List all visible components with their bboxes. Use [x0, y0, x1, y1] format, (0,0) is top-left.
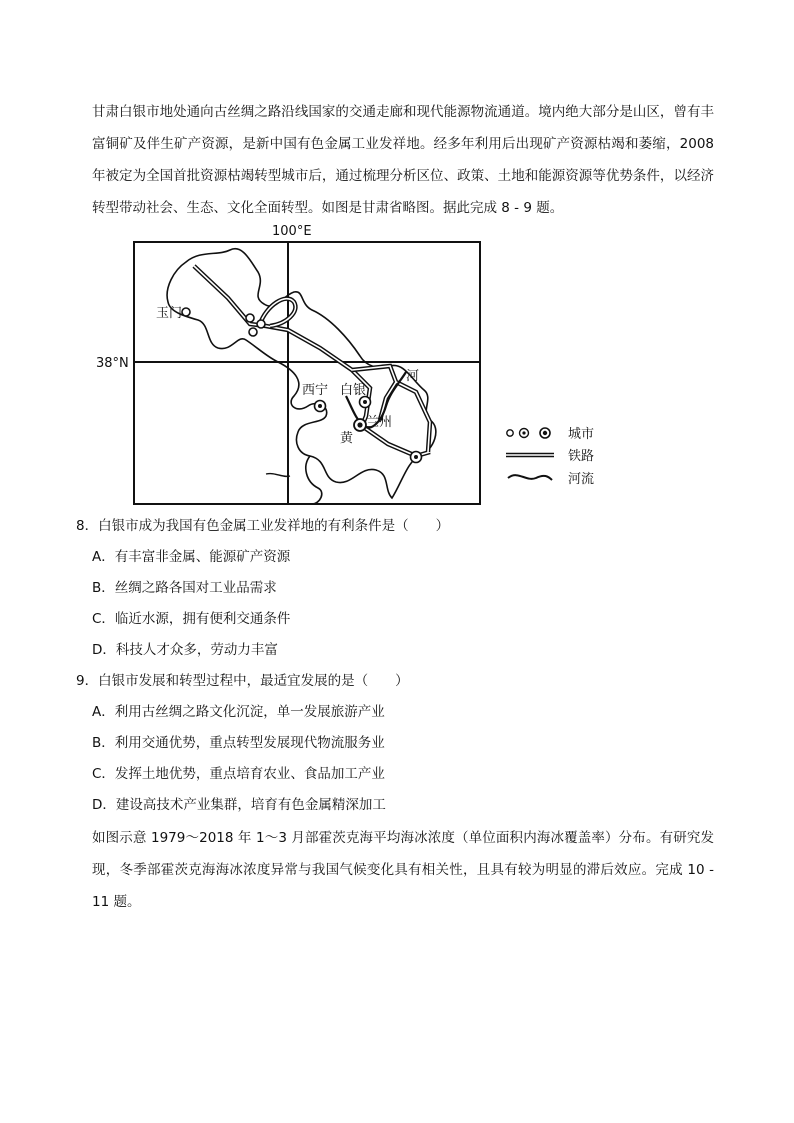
question-9-option-a[interactable]: A．利用古丝绸之路文化沉淀，单一发展旅游产业 — [92, 704, 385, 720]
question-8-option-a[interactable]: A．有丰富非金属、能源矿产资源 — [92, 549, 291, 565]
city-lanzhou-marker — [354, 419, 366, 431]
intro-paragraph-10-11: 如图示意 1979～2018 年 1～3 月部霍茨克海平均海冰浓度（单位面积内海冰覆盖率）分布。有研究发现，冬季部霍茨克海海冰浓度异常与我国气候变化具有相关性，且具有较为明显的滞后效应。完成 10 - 11 题。 — [92, 830, 714, 910]
city-marker-se — [411, 452, 422, 463]
gansu-map — [90, 220, 650, 510]
city-baiyin-marker — [360, 397, 371, 408]
legend-river-icon — [508, 475, 552, 480]
city-xining-marker — [315, 401, 326, 412]
label-baiyin: 白银 — [340, 383, 367, 398]
question-9-option-d[interactable]: D．建设高技术产业集群，培育有色金属精深加工 — [92, 797, 386, 813]
question-8-option-d[interactable]: D．科技人才众多，劳动力丰富 — [92, 642, 278, 658]
legend-railway-label: 铁路 — [568, 449, 595, 464]
question-9-option-b[interactable]: B．利用交通优势，重点转型发展现代物流服务业 — [92, 735, 385, 751]
label-38n: 38°N — [96, 356, 129, 371]
legend-city-label: 城市 — [568, 427, 595, 442]
province-outline — [167, 249, 436, 498]
question-8-option-b[interactable]: B．丝绸之路各国对工业品需求 — [92, 580, 277, 596]
city-marker-3 — [257, 320, 265, 328]
legend-river-label: 河流 — [568, 472, 595, 487]
city-marker-2 — [246, 314, 254, 322]
intro-paragraph-8-9: 甘肃白银市地处通向古丝绸之路沿线国家的交通走廊和现代能源物流通道。境内绝大部分是山区，曾有丰富铜矿及伴生矿产资源，是新中国有色金属工业发祥地。经多年利用后出现矿产资源枯竭和萎缩，2008年被定为全国首批资源枯竭转型城市后，通过梳理分析区位、政策、土地和能源资源等优势条件，以经济转型带动社会、生态、文化全面转型。如图是甘肃省略图。据此完成 8 - 9 题。 — [92, 104, 714, 216]
map-frame — [134, 242, 480, 504]
label-river-he: 河 — [406, 369, 420, 384]
city-marker-4 — [249, 328, 257, 336]
question-8-option-c[interactable]: C．临近水源，拥有便利交通条件 — [92, 611, 291, 627]
label-100e: 100°E — [272, 224, 312, 239]
legend-city-icon-1 — [507, 430, 513, 436]
label-xining: 西宁 — [302, 383, 329, 398]
question-9-stem: 9．白银市发展和转型过程中，最适宜发展的是（ ） — [76, 673, 409, 689]
legend — [506, 427, 594, 487]
label-yumen: 玉门 — [156, 306, 183, 321]
city-yumen-marker — [182, 308, 190, 316]
province-outline-south — [306, 456, 322, 504]
border-west-tail — [266, 474, 290, 477]
label-lanzhou: 兰州 — [366, 415, 393, 430]
label-river-huang: 黄 — [340, 431, 354, 446]
question-8-stem: 8．白银市成为我国有色金属工业发祥地的有利条件是（ ） — [76, 518, 450, 534]
question-9-option-c[interactable]: C．发挥土地优势，重点培育农业、食品加工产业 — [92, 766, 385, 782]
